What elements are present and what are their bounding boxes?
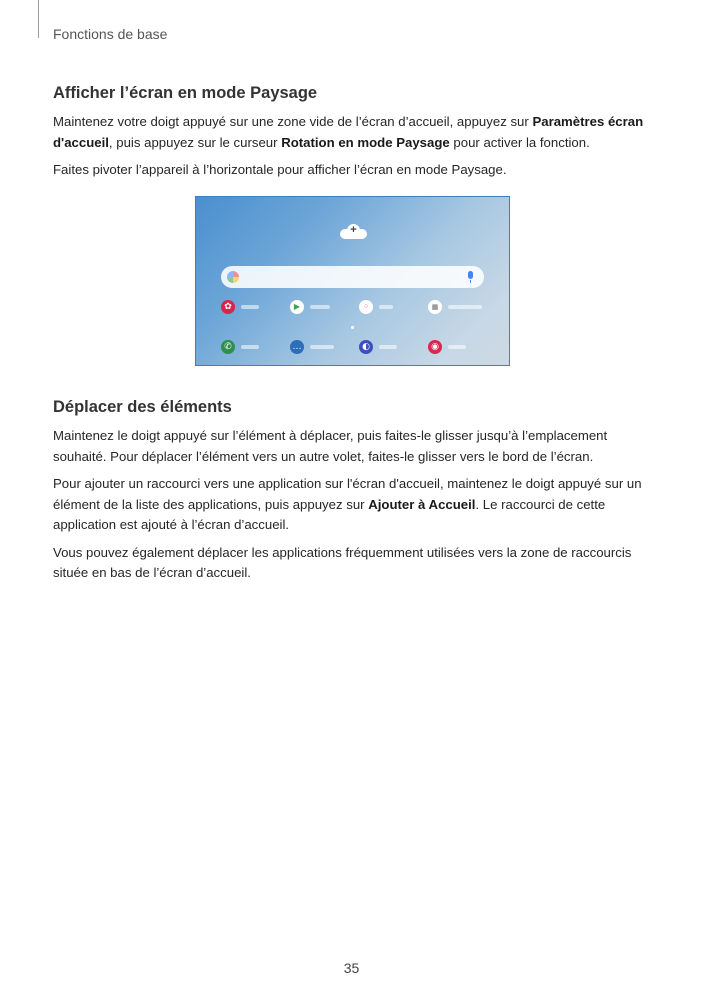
phone-icon: ✆ bbox=[221, 340, 235, 354]
term-add-to-home: Ajouter à Accueil bbox=[368, 496, 476, 512]
paragraph-rotate-device: Faites pivoter l’appareil à l’horizontale pour afficher l’écran en mode Paysage. bbox=[53, 162, 507, 177]
section-landscape-mode bbox=[53, 84, 653, 188]
header-rule bbox=[38, 0, 39, 38]
google-icon bbox=[227, 271, 239, 283]
paragraph-add-shortcut: Pour ajouter un raccourci vers une application sur l'écran d'accueil, maintenez le doigt appuyé sur un élément de la liste des applications, puis appuyez sur Ajouter à Accueil. Le raccourci de cette application est ajouté à l’écran d’accueil. bbox=[53, 476, 642, 532]
page-indicator bbox=[351, 326, 354, 329]
paragraph-drag-item: Maintenez le doigt appuyé sur l’élément à déplacer, puis faites-le glisser jusqu’à l’emplacement souhaité. Pour déplacer l’élément vers un autre volet, faites-le glisser vers le bord de l’écran. bbox=[53, 428, 608, 464]
term-home-screen-settings: Paramètres écran d'accueil bbox=[53, 114, 644, 150]
landscape-home-screenshot bbox=[195, 196, 510, 366]
running-header: Fonctions de base bbox=[53, 26, 168, 42]
term-rotate-landscape: Rotation en mode Paysage bbox=[281, 134, 450, 150]
add-cloud-icon: + bbox=[340, 224, 367, 238]
google-folder-icon: ⁘ bbox=[359, 300, 373, 314]
samsung-folder-icon: ▦ bbox=[428, 300, 442, 314]
internet-icon: ◐ bbox=[359, 340, 373, 354]
play-store-icon: ▶ bbox=[290, 300, 304, 314]
google-search-bar bbox=[221, 266, 484, 288]
section-heading-landscape: Afficher l’écran en mode Paysage bbox=[53, 84, 318, 102]
camera-icon: ◉ bbox=[428, 340, 442, 354]
section-heading-move: Déplacer des éléments bbox=[53, 398, 232, 416]
galaxy-apps-icon: ✿ bbox=[221, 300, 235, 314]
paragraph-enable-rotation: Maintenez votre doigt appuyé sur une zone vide de l’écran d’accueil, appuyez sur Paramètres écran d'accueil, puis appuyez sur le curseur Rotation en mode Paysage pour activer la fonction. bbox=[53, 114, 644, 150]
page-number: 35 bbox=[343, 960, 360, 976]
mic-icon bbox=[468, 271, 473, 279]
section-move-items bbox=[53, 398, 653, 591]
messages-icon: … bbox=[290, 340, 304, 354]
paragraph-favorites-tray: Vous pouvez également déplacer les applications fréquemment utilisées vers la zone de raccourcis située en bas de l’écran d’accueil. bbox=[53, 544, 632, 580]
